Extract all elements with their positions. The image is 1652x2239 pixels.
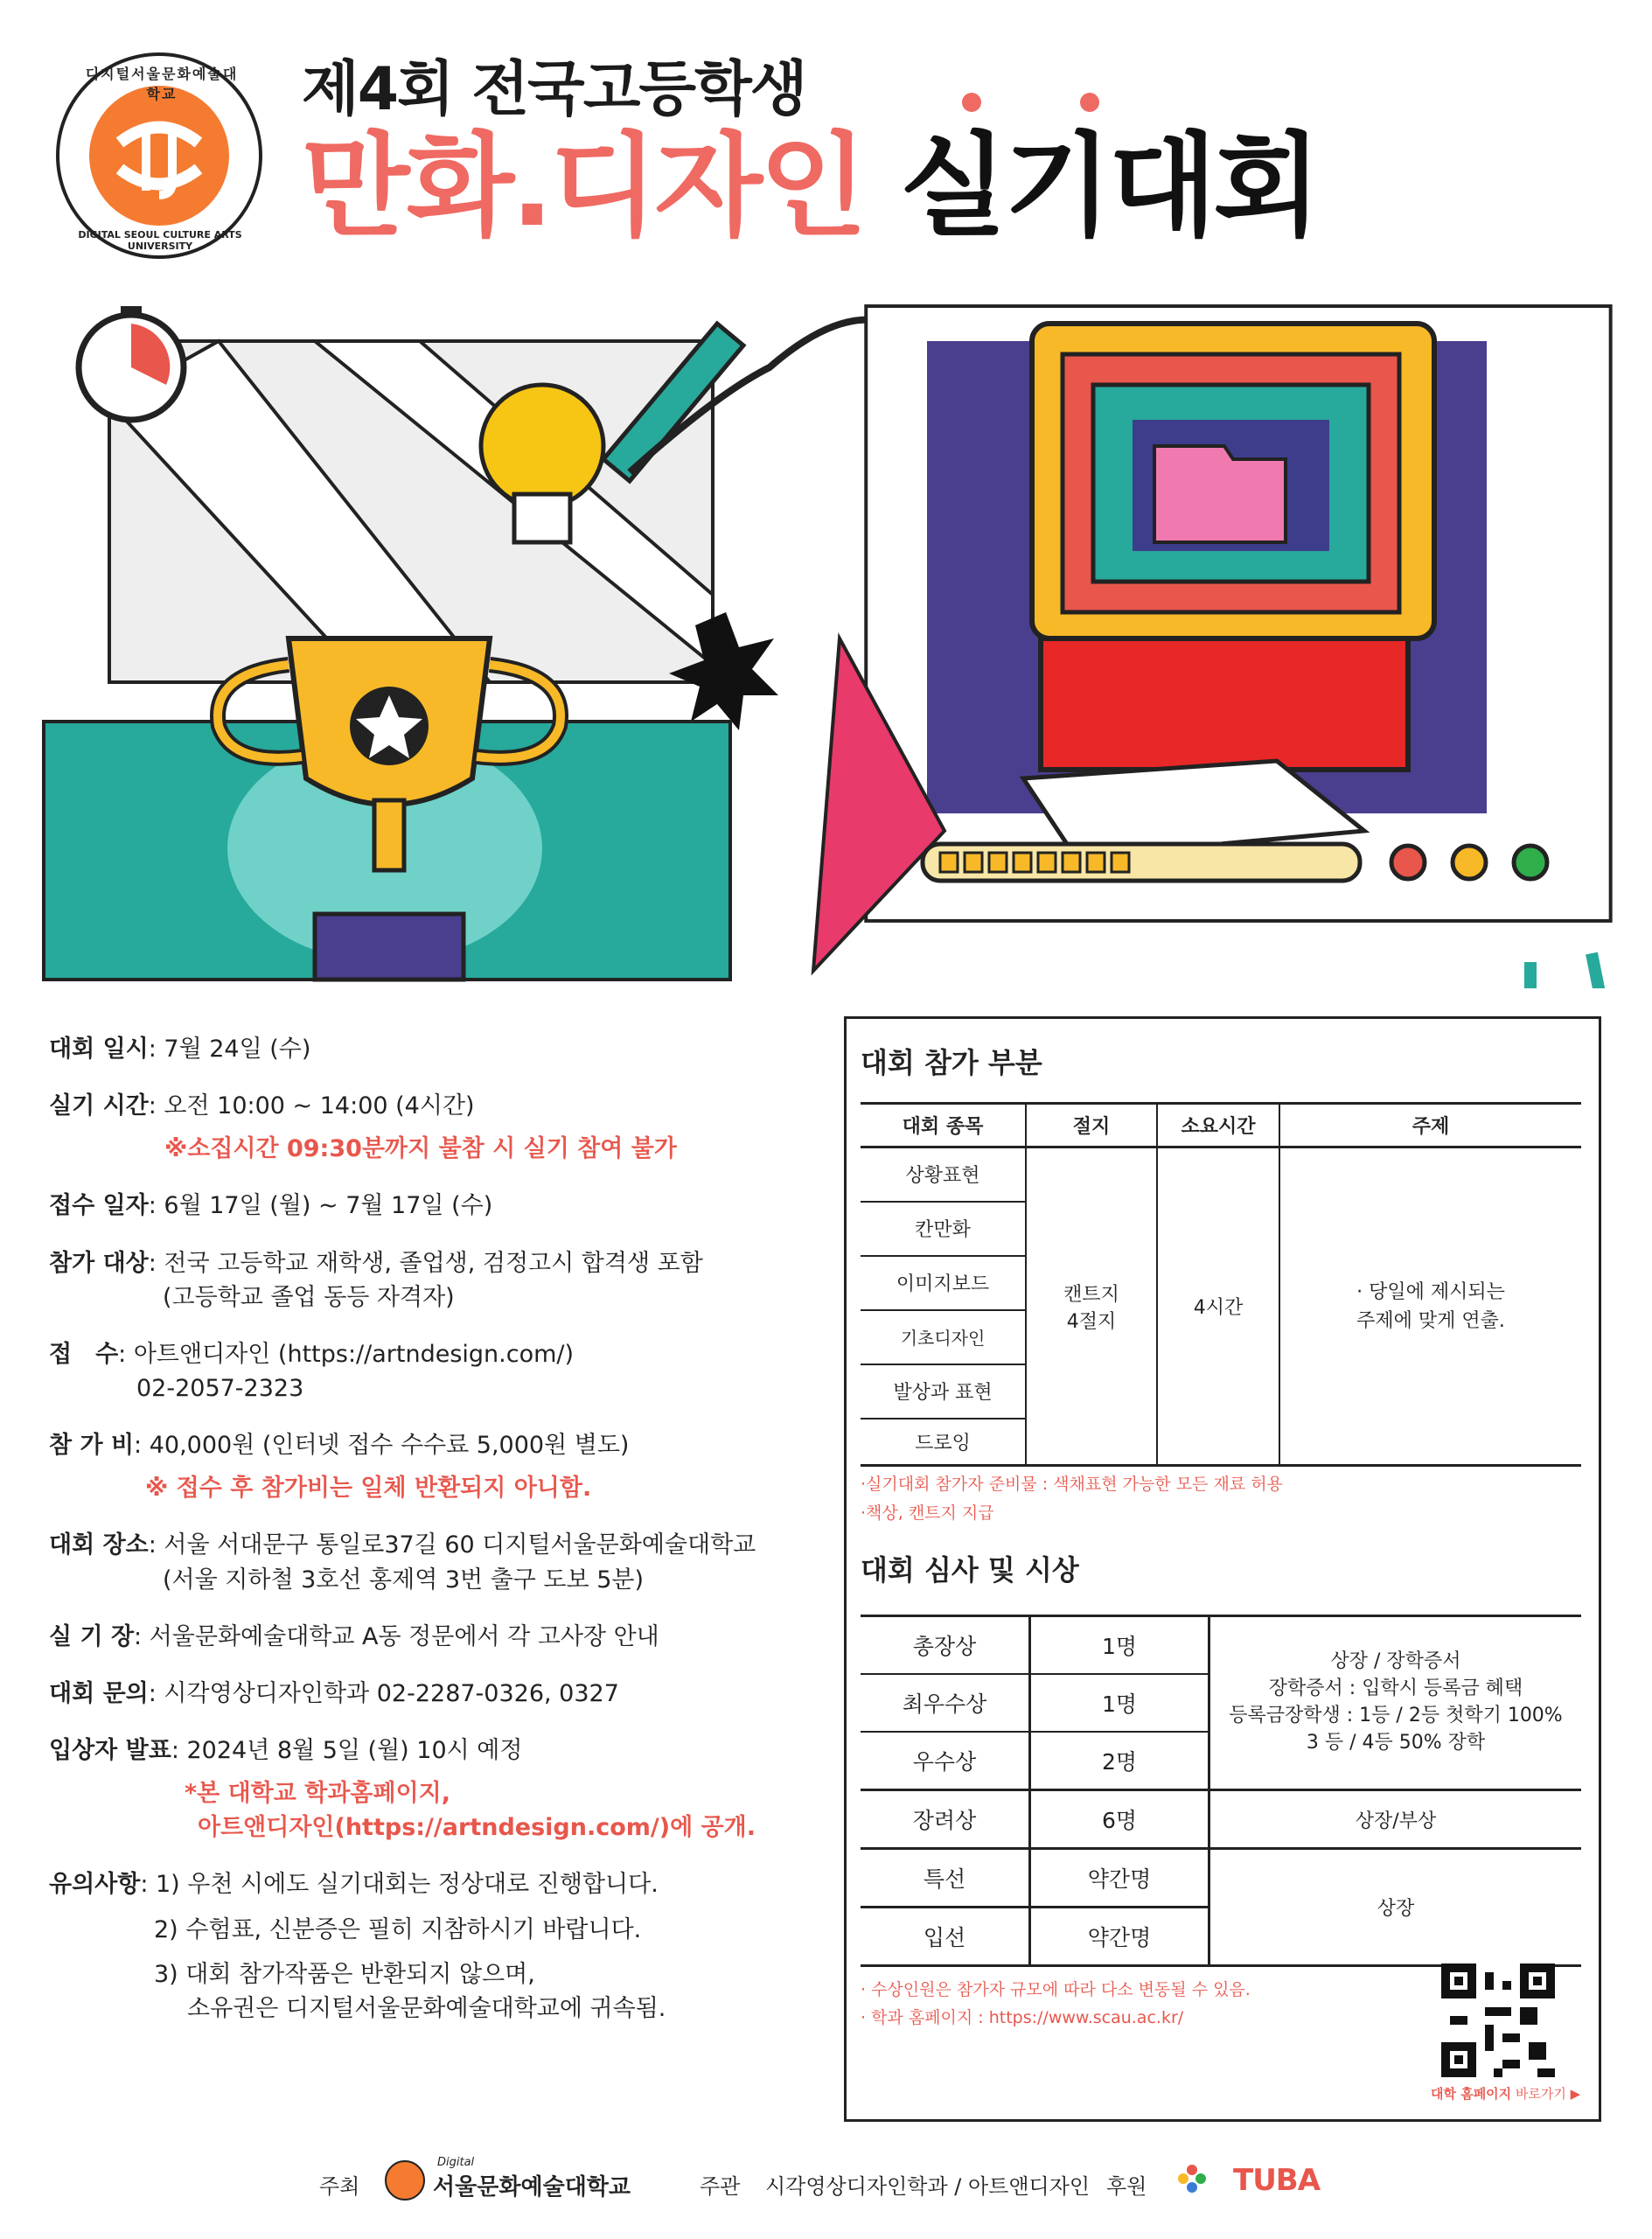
- award-benefit-top: 상장 / 장학증서 장학증서 : 입학시 등록금 혜택 등록금장학생 : 1등 / 2등 첫학기 100% 3 등 / 4등 50% 장학: [1209, 1616, 1582, 1790]
- title-main-part1: 만화.디자인: [302, 122, 864, 252]
- category-cell: 칸만화: [861, 1202, 1026, 1256]
- category-cell: 이미지보드: [861, 1256, 1026, 1310]
- award-count: 1명: [1030, 1616, 1209, 1675]
- award-benefit-bottom: 상장: [1209, 1849, 1582, 1966]
- prep-note: ·책상, 캔트지 지급: [861, 1503, 994, 1523]
- info-date: 대회 일시: 7월 24일 (수): [49, 1036, 311, 1063]
- contest-panel: [844, 1016, 1601, 2122]
- section-awards-title: 대회 심사 및 시상: [861, 1553, 1079, 1587]
- award-name: 우수상: [861, 1732, 1030, 1790]
- award-count: 2명: [1030, 1732, 1209, 1790]
- award-count: 약간명: [1030, 1849, 1209, 1908]
- info-announce: 입상자 발표: 2024년 8월 5일 (월) 10시 예정 *본 대학교 학과홈페이지, 아트앤디자인(https://artndesign.com/)에 공개.: [49, 1736, 756, 1842]
- col-duration: 소요시간: [1157, 1104, 1279, 1147]
- organizer-name: 시각영상디자인학과 / 아트앤디자인: [765, 2174, 1091, 2199]
- award-name: 총장상: [861, 1616, 1030, 1675]
- title-accent-dot: [1080, 93, 1099, 112]
- time-note: ※소집시간 09:30분까지 불참 시 실기 참여 불가: [164, 1135, 677, 1163]
- col-category: 대회 종목: [861, 1104, 1026, 1147]
- footer: [0, 2156, 1652, 2208]
- title-top: 제4회 전국고등학생: [302, 55, 806, 124]
- paper-cell: 캔트지 4절지: [1026, 1147, 1157, 1466]
- folder-icon: [1154, 446, 1286, 542]
- award-count: 약간명: [1030, 1908, 1209, 1966]
- award-footnote: · 수상인원은 참가자 규모에 따라 다소 변동될 수 있음.: [861, 1980, 1251, 1999]
- award-count: 6명: [1030, 1790, 1209, 1849]
- website-footnote: · 학과 홈페이지 : https://www.scau.ac.kr/: [861, 2008, 1184, 2027]
- award-name: 입선: [861, 1908, 1030, 1966]
- logo-ring-text: 디지털서울문화예술대학교: [85, 66, 239, 102]
- host-logo-icon: [385, 2160, 425, 2201]
- logo-ring-text-en: DIGITAL SEOUL CULTURE ARTS UNIVERSITY: [78, 229, 242, 252]
- fee-note: ※ 접수 후 참가비는 일체 반환되지 아니함.: [145, 1475, 592, 1503]
- participation-table: [861, 1102, 1581, 1472]
- award-count: 1명: [1030, 1674, 1209, 1732]
- organizer-label: 주관: [700, 2174, 741, 2199]
- category-cell: 드로잉: [915, 1432, 971, 1454]
- info-caution: 유의사항: 1) 우천 시에도 실기대회는 정상대로 진행합니다. 2) 수험표, 신분증은 필히 지참하시기 바랍니다. 3) 대회 참가작품은 반환되지 않으며, 소유권은 디지털서울문화예술대학교에 귀속됨.: [49, 1871, 666, 2022]
- host-name: 서울문화예술대학교: [433, 2174, 631, 2201]
- col-paper: 절지: [1026, 1104, 1157, 1147]
- duration-cell: 4시간: [1157, 1147, 1279, 1466]
- prep-note: ·실기대회 참가자 준비물 : 색채표현 가능한 모든 재료 허용: [861, 1475, 1283, 1494]
- topic-cell: · 당일에 제시되는 주제에 맞게 연출.: [1279, 1147, 1581, 1466]
- paperclip-icon: [1530, 953, 1600, 988]
- qr-code-icon[interactable]: [1441, 1963, 1555, 2077]
- sponsor-brand: TUBA: [1233, 2163, 1321, 2198]
- info-apply-period: 접수 일자: 6월 17일 (월) ~ 7월 17일 (수): [49, 1192, 493, 1220]
- title-accent-dot: [962, 93, 981, 112]
- award-name: 최우수상: [861, 1674, 1030, 1732]
- col-topic: 주제: [1279, 1104, 1581, 1147]
- category-cell: 기초디자인: [861, 1310, 1026, 1364]
- event-info: [49, 1032, 819, 2048]
- section-participation-title: 대회 참가 부분: [861, 1046, 1042, 1079]
- award-name: 특선: [861, 1849, 1030, 1908]
- category-cell: 발상과 표현: [861, 1364, 1026, 1419]
- info-time: 실기 시간: 오전 10:00 ~ 14:00 (4시간) ※소집시간 09:30분까지 불참 시 실기 참여 불가: [49, 1089, 819, 1166]
- info-apply: 접 수: 아트앤디자인 (https://artndesign.com/) 02-2057-2323: [49, 1340, 575, 1402]
- info-target: 참가 대상: 전국 고등학교 재학생, 졸업생, 검정고시 합격생 포함 (고등학교 졸업 동등 자격자): [49, 1249, 703, 1311]
- info-venue: 대회 장소: 서울 서대문구 통일로37길 60 디지털서울문화예술대학교 (서울 지하철 3호선 홍제역 3번 출구 도보 5분): [49, 1531, 756, 1594]
- host-label: 주최: [319, 2174, 360, 2199]
- title-main: [302, 122, 1319, 252]
- info-room: 실 기 장: 서울문화예술대학교 A동 정문에서 각 고사장 안내: [49, 1622, 659, 1650]
- sponsor-flower-icon: [1176, 2163, 1208, 2194]
- sponsor-label: 후원: [1106, 2174, 1147, 2199]
- hero-illustration: [0, 289, 1652, 988]
- awards-table: [861, 1615, 1581, 1967]
- info-contact: 대회 문의: 시각영상디자인학과 02-2287-0326, 0327: [49, 1679, 619, 1707]
- info-fee: 참 가 비: 40,000원 (인터넷 접수 수수료 5,000원 별도) ※ 접수 후 참가비는 일체 반환되지 아니함.: [49, 1428, 819, 1505]
- category-cell: 상황표현: [861, 1147, 1026, 1202]
- award-name: 장려상: [861, 1790, 1030, 1849]
- title-main-part2: 실기대회: [899, 122, 1319, 252]
- host-logo-small: Digital: [437, 2156, 475, 2169]
- qr-caption[interactable]: 대학 홈페이지 바로가기 ▶: [1431, 2086, 1581, 2102]
- award-benefit-mid: 상장/부상: [1209, 1790, 1582, 1849]
